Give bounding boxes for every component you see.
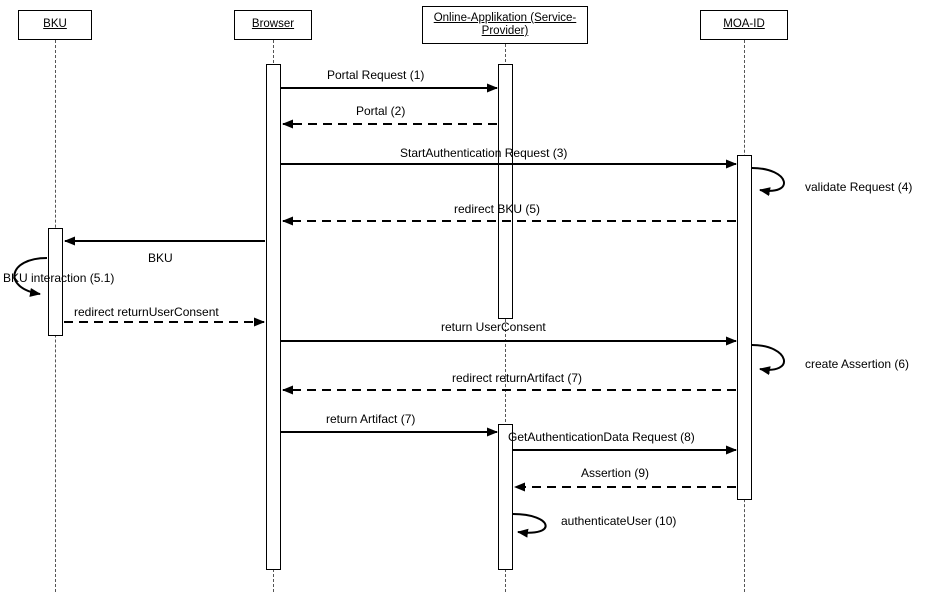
actor-moa-id-label: MOA-ID — [723, 18, 765, 31]
activation-online-applikation-2 — [498, 424, 513, 570]
actor-bku — [18, 10, 92, 40]
message-label-validate-request: validate Request (4) — [805, 180, 913, 194]
actor-browser-label: Browser — [251, 18, 295, 31]
activation-moa-id — [737, 155, 752, 500]
activation-browser — [266, 64, 281, 570]
message-label-redirect-returnuserconsent: redirect returnUserConsent — [74, 305, 219, 319]
message-label-startauthentication-request: StartAuthentication Request (3) — [400, 146, 568, 160]
actor-browser — [234, 10, 312, 40]
activation-online-applikation-1 — [498, 64, 513, 319]
actor-moa-id — [700, 10, 788, 40]
message-label-return-artifact: return Artifact (7) — [326, 412, 416, 426]
message-label-return-userconsent: return UserConsent — [441, 320, 546, 334]
actor-bku-label: BKU — [43, 18, 67, 31]
message-label-portal-request: Portal Request (1) — [327, 68, 425, 82]
message-label-redirect-bku: redirect BKU (5) — [454, 202, 541, 216]
message-label-create-assertion: create Assertion (6) — [805, 357, 910, 371]
message-label-bku-interaction: BKU interaction (5.1) — [3, 271, 115, 285]
actor-online-applikation-label: Online-Applikation (Service-Provider) — [433, 11, 577, 37]
message-label-bku: BKU — [148, 251, 173, 265]
message-label-assertion: Assertion (9) — [581, 466, 650, 480]
message-label-authenticateuser: authenticateUser (10) — [561, 514, 677, 528]
message-label-redirect-returnartifact: redirect returnArtifact (7) — [452, 371, 583, 385]
message-label-getauthenticationdata-request: GetAuthenticationData Request (8) — [508, 430, 695, 444]
actor-online-applikation — [422, 6, 588, 44]
message-label-portal: Portal (2) — [356, 104, 406, 118]
